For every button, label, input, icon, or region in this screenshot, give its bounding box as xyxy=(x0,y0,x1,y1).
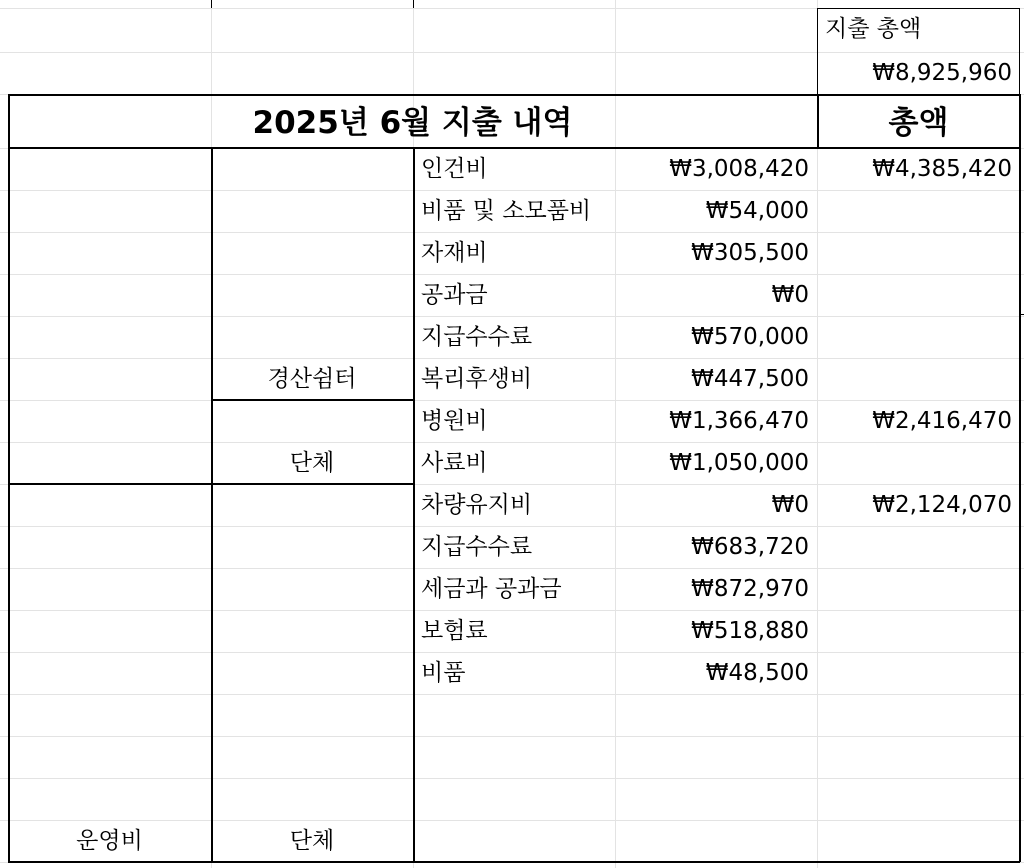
group-total-cell[interactable]: ₩2,416,470 xyxy=(872,408,1012,434)
gridline-horizontal xyxy=(0,778,1024,779)
cell-border xyxy=(413,0,414,8)
item-name-cell[interactable]: 사료비 xyxy=(421,450,488,476)
total-header[interactable]: 총액 xyxy=(888,105,949,141)
cell-border xyxy=(1019,314,1024,315)
cell-border xyxy=(211,0,212,8)
item-amount-cell[interactable]: ₩570,000 xyxy=(691,324,809,350)
item-name-cell[interactable]: 자재비 xyxy=(421,240,488,266)
item-amount-cell[interactable]: ₩872,970 xyxy=(691,576,809,602)
total-expense-value[interactable]: ₩8,925,960 xyxy=(872,60,1012,86)
item-name-cell[interactable]: 지급수수료 xyxy=(421,534,533,560)
item-amount-cell[interactable]: ₩305,500 xyxy=(691,240,809,266)
cell-border xyxy=(1019,8,1020,94)
cell-border xyxy=(817,8,1020,9)
item-amount-cell[interactable]: ₩683,720 xyxy=(691,534,809,560)
subgroup-label[interactable]: 경산쉼터 xyxy=(267,366,357,392)
cell-border xyxy=(413,148,415,862)
cell-border xyxy=(817,8,818,94)
cell-border xyxy=(8,147,1020,149)
gridline-horizontal xyxy=(0,694,1024,695)
group-total-cell[interactable]: ₩2,124,070 xyxy=(872,492,1012,518)
gridline-horizontal xyxy=(0,736,1024,737)
item-name-cell[interactable]: 차량유지비 xyxy=(421,492,533,518)
cell-border xyxy=(1019,94,1021,862)
subgroup-label[interactable]: 단체 xyxy=(289,450,335,476)
item-amount-cell[interactable]: ₩48,500 xyxy=(705,660,809,686)
item-amount-cell[interactable]: ₩3,008,420 xyxy=(669,156,809,182)
item-name-cell[interactable]: 비품 xyxy=(421,660,466,686)
item-amount-cell[interactable]: ₩54,000 xyxy=(705,198,809,224)
sheet-title[interactable]: 2025년 6월 지출 내역 xyxy=(252,105,573,141)
item-amount-cell[interactable]: ₩0 xyxy=(771,492,809,518)
cell-border xyxy=(8,483,415,485)
item-name-cell[interactable]: 공과금 xyxy=(421,282,488,308)
item-name-cell[interactable]: 비품 및 소모품비 xyxy=(421,198,592,224)
item-name-cell[interactable]: 지급수수료 xyxy=(421,324,533,350)
cell-border xyxy=(817,94,819,148)
item-name-cell[interactable]: 병원비 xyxy=(421,408,488,434)
item-name-cell[interactable]: 세금과 공과금 xyxy=(421,576,562,602)
total-expense-label[interactable]: 지출 총액 xyxy=(825,16,922,42)
cell-border xyxy=(8,94,1020,96)
item-amount-cell[interactable]: ₩1,366,470 xyxy=(669,408,809,434)
cell-border xyxy=(8,94,10,862)
item-amount-cell[interactable]: ₩447,500 xyxy=(691,366,809,392)
item-name-cell[interactable]: 인건비 xyxy=(421,156,488,182)
cell-border xyxy=(211,148,213,862)
item-amount-cell[interactable]: ₩518,880 xyxy=(691,618,809,644)
item-name-cell[interactable]: 보험료 xyxy=(421,618,488,644)
cell-border xyxy=(8,861,1020,863)
group-total-cell[interactable]: ₩4,385,420 xyxy=(872,156,1012,182)
item-name-cell[interactable]: 복리후생비 xyxy=(421,366,533,392)
item-amount-cell[interactable]: ₩1,050,000 xyxy=(669,450,809,476)
category-label[interactable]: 운영비 xyxy=(76,828,143,854)
subgroup-label[interactable]: 단체 xyxy=(289,828,335,854)
item-amount-cell[interactable]: ₩0 xyxy=(771,282,809,308)
cell-border xyxy=(211,399,415,401)
